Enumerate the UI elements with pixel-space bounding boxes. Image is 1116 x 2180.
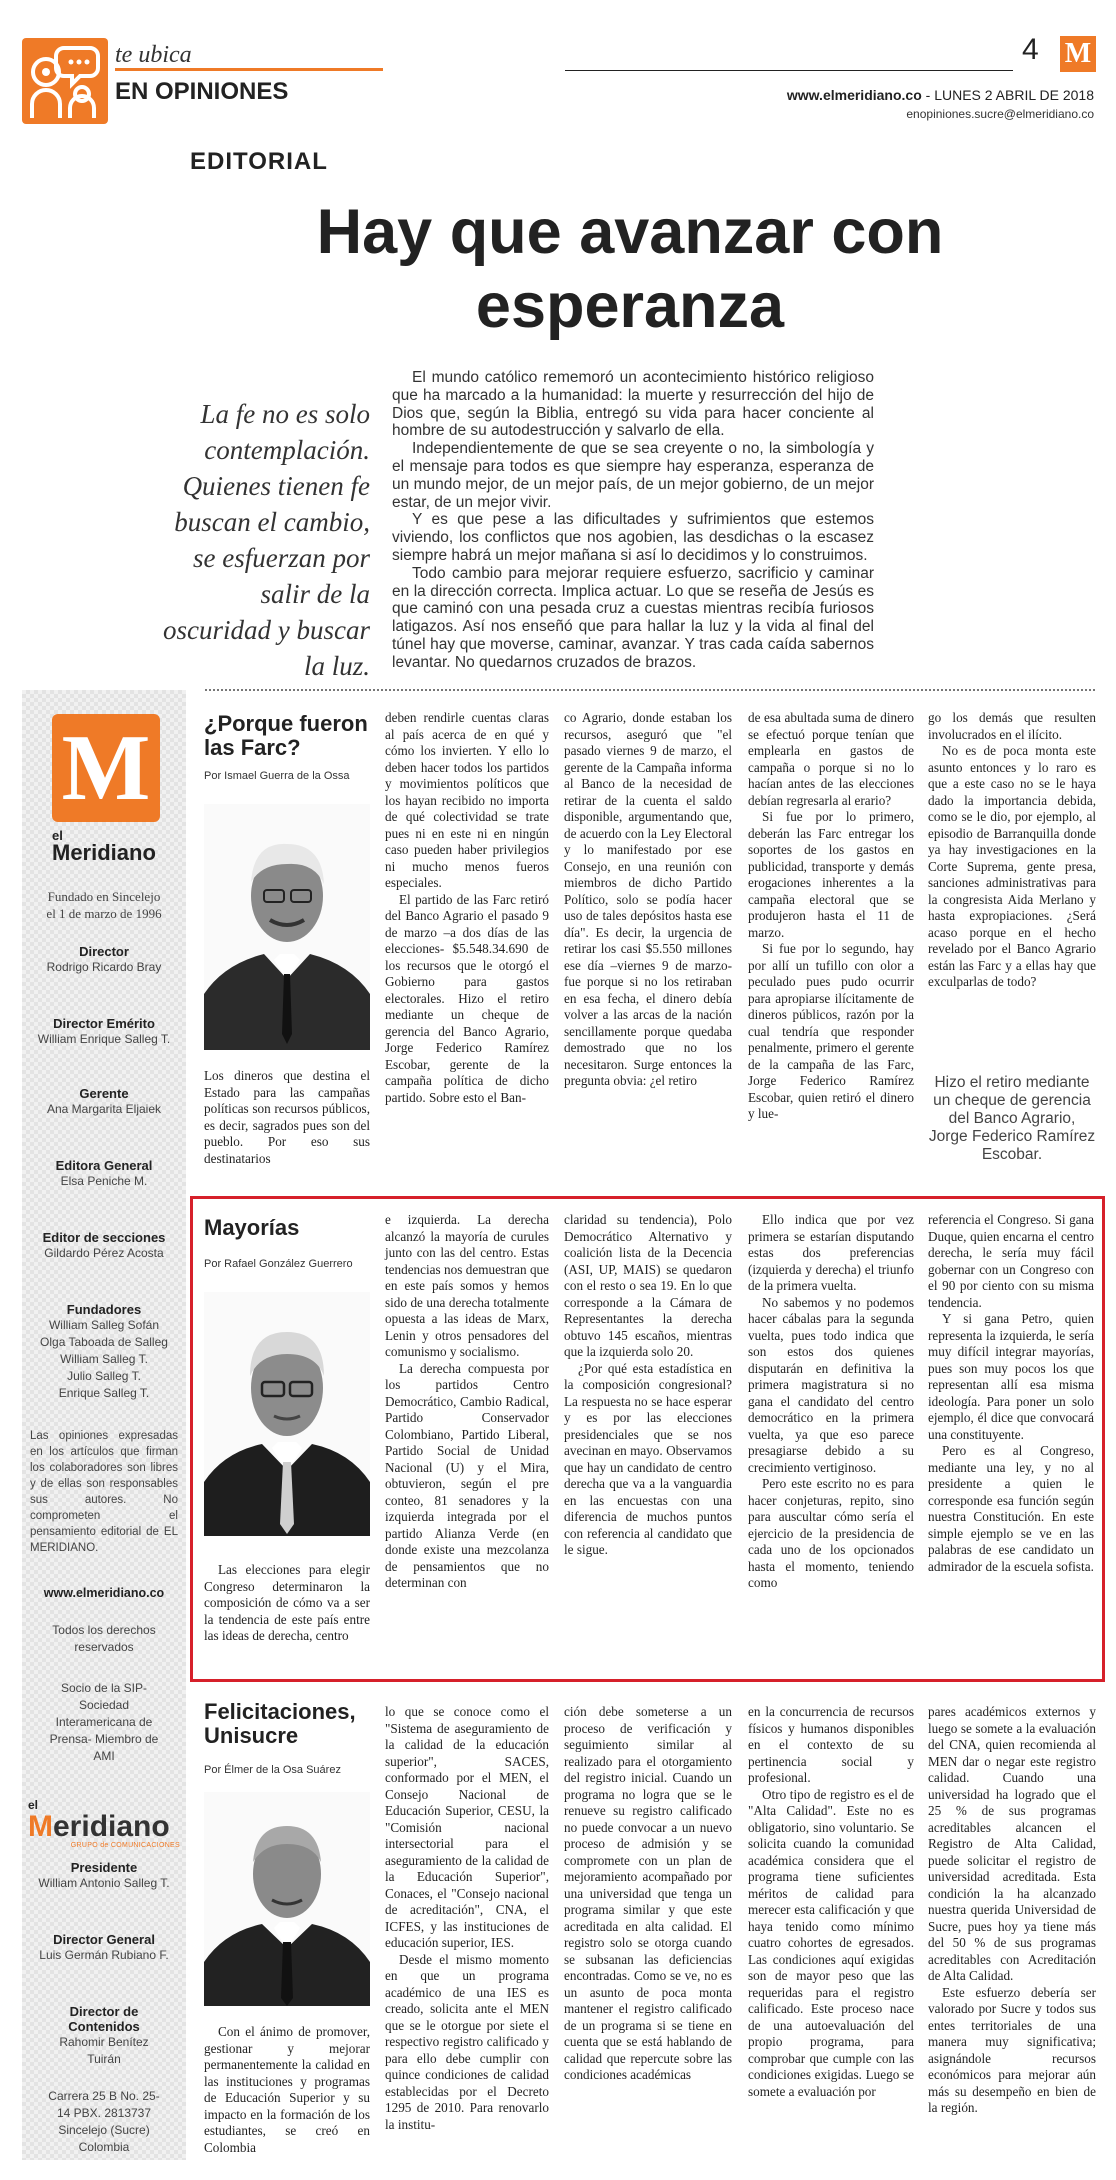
article-paragraph: go los demás que resulten involucrados en el ilícito.	[928, 710, 1096, 742]
article-title: ¿Porque fueron las Farc?	[204, 711, 368, 760]
article-paragraph: Si fue por lo primero, deberán las Farc entregar los soportes de los gastos en publicidad, transporte y demás erogaciones inherentes a la campaña electoral que se produjeron hasta el 11 de marzo.	[748, 809, 914, 940]
orange-divider	[115, 68, 383, 71]
staff-gerente	[22, 1086, 186, 1118]
article-paragraph: referencia el Congreso. Si gana Duque, quien encarna el centro derecha, le sería muy fácil gobernar con un Congreso con el 90 por ciento con su misma tendencia.	[928, 1212, 1094, 1310]
staff-name: Rahomir Benítez Tuirán	[59, 2035, 149, 2066]
group-logo-name: Meridiano	[28, 1810, 170, 1843]
article-paragraph: Y si gana Petro, quien representa la izquierda, le sería muy difícil integrar mayorías, pues son muy pocos los que representan allí esa misma ideología. Para poner un solo ejemplo, él dice que convocará una constituyente.	[928, 1311, 1094, 1442]
staff-presidente	[22, 1860, 186, 1892]
staff-title: Editor de secciones	[42, 1230, 166, 1245]
article-paragraph: La derecha compuesta por los partidos Centro Democrático, Cambio Radical, Partido Conservador Colombiano, Partido Liberal, Partido Social de Unidad Nacional (U) y el Mira, obtuvieron, según el pre conteo, 81 senadores y la izquierda integrada por el partido Alianza Verde (en donde existe una mezcolanza de pensamientos que no determinan con	[385, 1360, 549, 1590]
article-column	[748, 1704, 914, 2100]
article-column	[928, 710, 1096, 991]
article-paragraph: claridad su tendencia), Polo Democrático Alternativo y coalición lista de la Decencia (ASI, UP, MAIS) se quedaron con el resto o sea 19. En lo que corresponde a la Cámara de Representantes la derecha obtuvo 145 escaños, mientras que la izquierda solo 20.	[564, 1212, 732, 1359]
article-paragraph: El partido de las Farc retiró del Banco Agrario el pasado 9 de marzo –a dos días de las elecciones- $5.548.34.690 de los recursos que le otorgó el Gobierno para gastos electorales. Hizo el retiro mediante un cheque de gerencia del Banco Agrario, Jorge Federico Ramírez Escobar, gerente de la campaña política de dicho partido. Sobre esto el Ban-	[385, 891, 549, 1105]
header-email[interactable]: enopiniones.sucre@elmeridiano.co	[906, 107, 1094, 121]
staff-name: Julio Salleg T.	[67, 1369, 141, 1383]
article-paragraph: e izquierda. La derecha alcanzó la mayoría de curules junto con las del centro. Estas tendencias nos demuestran que en este país somos y hemos sido de una derecha totalmente opuesta a las ideas de Marx, Lenin y otros pensadores del comunismo y socialismo.	[385, 1212, 549, 1359]
editorial-paragraph: Y es que pese a las dificultades y sufrimientos que estemos viviendo, los conflictos que nos agobien, las desdichas o la escasez siempre habrá un mejor mañana si así lo decidimos y lo construimos.	[392, 511, 874, 564]
article-paragraph: Otro tipo de registro es el de "Alta Calidad". Este no es obligatorio, sino voluntario. Se solicita cuando la comunidad académica considera que el programa tiene suficientes méritos de calidad para merecer esta calificación y que haya tenido como mínimo cuatro cohortes de egresados. Las condiciones aquí exigidas son de mayor peso que las requeridas para el registro calificado. Este proceso nace de una autoevaluación del propio programa, para comprobar que cumple con las condiciones exigidas. Luego se somete a evaluación por	[748, 1786, 914, 2099]
founded-note: Fundado en Sincelejo el 1 de marzo de 1996	[46, 889, 162, 921]
staff-fundadores	[22, 1302, 186, 1402]
staff-editora	[22, 1158, 186, 1190]
article-paragraph: lo que se conoce como el "Sistema de aseguramiento de la calidad de la educación superior", SACES, conformado por el MEN, el Consejo Nacional de Educación Superior, CESU, la "Comisión nacional intersectorial para el aseguramiento de la calidad de la Educación Superior", Conaces, el "Consejo nacional de acreditación", CNA, el ICFES, y las instituciones de educación superior, IES.	[385, 1704, 549, 1950]
staff-title: Director de Contenidos	[68, 2004, 140, 2034]
staff-name: William Salleg T.	[60, 1352, 148, 1366]
opinion-section-icon	[22, 38, 108, 124]
editorial-paragraph: El mundo católico rememoró un acontecimiento histórico religioso que ha marcado a la humanidad: la muerte y resurrección del hijo de Dios que, según la Biblia, entregó su vida para hacer conciente al hombre de su autodestrucción y salvarlo de ella.	[392, 369, 874, 440]
header-date: - LUNES 2 ABRIL DE 2018	[921, 87, 1094, 103]
article-column	[204, 2024, 370, 2156]
address: Carrera 25 B No. 25-14 PBX. 2813737 Sincelejo (Sucre) Colombia	[48, 2089, 160, 2154]
staff-title: Director General	[53, 1932, 155, 1947]
article-column	[204, 1068, 370, 1167]
article-paragraph: Ello indica que por vez primera se estarían disputando estas dos preferencias (izquierda y derecha) el triunfo de la primera vuelta.	[748, 1212, 914, 1293]
article-paragraph: de esa abultada suma de dinero se efectuó porque tenían que emplearla en gastos de campaña o porque si no lo hacían antes de las elecciones debían regresarla al erario?	[748, 710, 914, 808]
staff-name: Enrique Salleg T.	[58, 1386, 150, 1400]
staff-name: William Antonio Salleg T.	[38, 1876, 170, 1890]
article-column	[928, 1212, 1094, 1575]
article-paragraph: Con el ánimo de promover, gestionar y mejorar permanentemente la calidad en las instituciones y programas de Educación Superior y su impacto en la formación de los estudiantes, se creó en Colombia	[204, 2024, 370, 2155]
article-paragraph: deben rendirle cuentas claras al país acerca de en qué y cómo los invierten. Y ello lo deben hacer todos los partidos y movimientos políticos que los hayan recibido no importa de qué colectividad se trate pues ni en este ni en ningún caso pueden haber privilegios ni mucho menos fueros especiales.	[385, 710, 549, 890]
article-column	[385, 1704, 549, 2133]
article-title: Mayorías	[204, 1215, 300, 1240]
article-paragraph: en la concurrencia de recursos físicos y humanos disponibles en el contexto de su pertinencia social y profesional.	[748, 1704, 914, 1785]
staff-director-contenidos	[22, 2004, 186, 2068]
masthead-sidebar	[22, 690, 186, 2160]
staff-title: Fundadores	[66, 1302, 142, 1317]
article-column	[928, 1704, 1096, 2117]
rights-note: Todos los derechos reservados	[52, 1623, 156, 1654]
staff-name: Luis Germán Rubiano F.	[39, 1948, 169, 1962]
section-title: EN OPINIONES	[115, 78, 289, 105]
brand-badge-icon: M	[1060, 36, 1096, 72]
article-paragraph: Desde el mismo momento en que un programa académico de una IES es creado, solicita ante el MEN que se le otorgue por siete el respectivo registro calificado y para ello debe cumplir con quince condiciones de calidad establecidas por el Decreto 1295 de 2010. Para renovarlo la institu-	[385, 1951, 549, 2132]
dotted-divider	[205, 689, 1095, 691]
staff-editor-secciones	[22, 1230, 186, 1262]
group-logo	[28, 1798, 180, 1849]
article-paragraph: ción debe someterse a un proceso de verificación y seguimiento similar al realizado para el otorgamiento del registro inicial. Cuando un programa no logra que se le renueve su registro calificado no puede convocar a un nuevo proceso de admisión y se compromete con un plan de mejoramiento acompañado por una universidad que tenga un programa similar y que este acreditada en alta calidad. El registro solo se otorga cuando se subsanan las deficiencias encontradas. Como se ve, no es un asunto de poca monta mantener el registro calificado de un programa si se tiene en cuenta que se está hablando de calidad que repercute sobre las condiciones académicas	[564, 1704, 732, 2082]
editorial-headline: Hay que avanzar con esperanza	[316, 197, 944, 341]
article-column	[748, 1212, 914, 1592]
staff-director-general	[22, 1932, 186, 1964]
page-number: 4	[1022, 33, 1039, 66]
staff-name: Olga Taboada de Salleg	[40, 1335, 168, 1349]
article-paragraph: Si fue por lo segundo, hay por allí un tufillo con olor a peculado pues pudo ocurrir para apropiarse ilícitamente de dineros públicos, razón por la cual tendría que responder penalmente, primero el gerente de la campaña de las Farc, Jorge Federico Ramírez Escobar, quien retiró el dinero y lue-	[748, 941, 914, 1121]
disclaimer: Las opiniones expresadas en los artículos que firman los colaboradores son libres y de ellas son responsables sus autores. No comprometen el pensamiento editorial de EL MERIDIANO.	[30, 1430, 178, 1554]
article-pullquote: Hizo el retiro mediante un cheque de gerencia del Banco Agrario, Jorge Federico Ramírez Escobar.	[928, 1074, 1096, 1163]
article-paragraph: No sabemos y no podemos hacer cábalas para la segunda vuelta, pues todo indica que son estos dos quienes disputarán en definitiva la primera magistratura si no gana el candidato del centro democrático en la primera vuelta, ya que eso parece presagiarse debido a su crecimiento vertiginoso.	[748, 1294, 914, 1475]
article-paragraph: Las elecciones para elegir Congreso determinaron la composición de cómo va a ser la tendencia de este país entre las ideas de derecha, centro	[204, 1562, 370, 1643]
group-logo-el: el	[28, 1798, 39, 1812]
staff-name: Elsa Peniche M.	[60, 1174, 148, 1188]
staff-name: William Salleg Sofán	[48, 1318, 160, 1332]
staff-name: Ana Margarita Eljaiek	[46, 1102, 162, 1116]
article-paragraph: Este esfuerzo debería ser valorado por Sucre y todos sus entes territoriales de una manera muy significativa; asignándole recursos económicos para mejorar aún más su desempeño en bien de la región.	[928, 1984, 1096, 2115]
staff-title: Presidente	[70, 1860, 138, 1875]
article-byline: Por Rafael González Guerrero	[204, 1258, 353, 1270]
article-column	[564, 1212, 732, 1559]
staff-name: Gildardo Pérez Acosta	[44, 1246, 164, 1260]
header-rule	[565, 70, 1013, 71]
author-photo	[204, 1792, 370, 2006]
meridiano-logo-icon: M	[52, 714, 160, 822]
sidebar-website[interactable]: www.elmeridiano.co	[43, 1586, 165, 1600]
article-paragraph: No es de poca monta este asunto entonces y lo raro es que a este caso no se le haya dado la importancia debida, como se le dio, por ejemplo, al episodio de Barranquilla donde ya hay investigaciones en la Corte Suprema, gente presa, sanciones administrativas para la congresista Aida Merlano y hasta expropiaciones. ¿Será acaso porque en el hecho revelado por el Banco Agrario están las Farc y a ellas hay que exculparlas de todo?	[928, 743, 1096, 989]
article-paragraph: pares académicos externos y luego se somete a la evaluación del CNA, quien recomienda al MEN dar o negar este registro calidad. Cuando una universidad ha logrado que el 25 % de sus programas acreditables alcancen el Registro de Alta Calidad, puede solicitar el registro de universidad acreditada. Esta condición la ha alcanzado nuestra querida Universidad de Sucre, pues hoy ya tiene más del 50 % de sus programas acreditables con Acreditación de Alta Calidad.	[928, 1704, 1096, 1983]
staff-title: Director Emérito	[53, 1016, 155, 1031]
editorial-quote: La fe no es solo contemplación. Quienes tienen fe buscan el cambio, se esfuerzan por salir de la oscuridad y buscar la luz.	[163, 399, 370, 681]
article-byline: Por Ismael Guerra de la Ossa	[204, 770, 350, 782]
article-paragraph: Pero este escrito no es para hacer conjeturas, repito, sino para auscultar cómo sería el ejercicio de la presidencia de cada uno de los opcionados hasta el momento, teniendo como	[748, 1476, 914, 1590]
logo-name: Meridiano	[52, 840, 156, 865]
article-column	[748, 710, 914, 1123]
editorial-label: EDITORIAL	[190, 148, 328, 175]
logo-el: el	[52, 828, 63, 843]
author-photo	[204, 804, 370, 1050]
staff-title: Editora General	[55, 1158, 153, 1173]
staff-title: Gerente	[79, 1086, 129, 1101]
article-paragraph: co Agrario, donde estaban los recursos, aseguró que "el pasado viernes 9 de marzo, el gerente de la Campaña informa al Banco de la necesidad de retirar de la cuenta el saldo disponible, argumentando que, de acuerdo con la Ley Electoral y lo manifestado por ese Consejo, en una reunión con miembros de dicho Partido Político, solo se podía hacer uso de tales depósitos hasta ese día". Es decir, la urgencia de retirar los casi $5.550 millones ese día –viernes 9 de marzo- fue porque si no los retiraban en esa fecha, el dinero debía volver a las arcas de la nación sencillamente porque quedaba demostrado que no los necesitaron. Surge entonces la pregunta obvia: ¿el retiro	[564, 710, 732, 1088]
author-photo	[204, 1292, 370, 1536]
group-logo-sub: GRUPO de COMUNICACIONES	[70, 1842, 180, 1849]
sip-note: Socio de la SIP- Sociedad Interamericana de Prensa- Miembro de AMI	[49, 1681, 159, 1763]
staff-title: Director	[79, 944, 129, 959]
header-website[interactable]: www.elmeridiano.co	[786, 87, 922, 103]
article-paragraph: Los dineros que destina el Estado para las campañas políticas son recursos públicos, es decir, sagrados pues son del pueblo. Por eso sus destinatarios	[204, 1068, 370, 1166]
section-kicker: te ubica	[115, 42, 192, 68]
staff-director-emerito	[22, 1016, 186, 1048]
article-paragraph: Pero es al Congreso, mediante una ley, y no al presidente a quien le corresponde esa función según nuestra Constitución. En este simple ejemplo se ve en las palabras de ese candidato un admirador de la escuela sofista.	[928, 1443, 1094, 1574]
article-byline: Por Élmer de la Osa Suárez	[204, 1764, 341, 1776]
staff-director	[22, 944, 186, 976]
masthead-line	[787, 87, 1094, 103]
editorial-paragraph: Todo cambio para mejorar requiere esfuerzo, sacrificio y caminar en la dirección correcta. Implica actuar. Lo que se reseña de Jesús es que caminó con una pesada cruz a cuestas mientras recibía furiosos latigazos. Así nos enseñó que para hallar la luz y la vida al final del túnel hay que moverse, caminar, avanzar. Y tras cada caída sabernos levantar. No quedarnos cruzados de brazos.	[392, 564, 874, 671]
staff-name: William Enrique Salleg T.	[37, 1032, 171, 1046]
editorial-body	[392, 369, 874, 672]
staff-name: Rodrigo Ricardo Bray	[46, 960, 162, 974]
article-title: Felicitaciones, Unisucre	[204, 1699, 356, 1748]
article-column	[385, 1212, 549, 1592]
article-paragraph: ¿Por qué esta estadística en la composición congresional? La respuesta no se hace esperar y es por las elecciones presidenciales que se nos avecinan en mayo. Observamos que hay un candidato de centro derecha que va a la vanguardia en las encuestas con una diferencia de muchos puntos con referencia al candidato que le sigue.	[564, 1360, 732, 1557]
editorial-paragraph: Independientemente de que se sea creyente o no, la simbología y el mensaje para todos es que siempre hay esperanza, esperanza de un mundo mejor, de un mejor país, de un mejor gobierno, de un mejor estar, de un mejor vivir.	[392, 440, 874, 511]
article-column	[564, 1704, 732, 2084]
article-column	[204, 1562, 370, 1645]
article-column	[564, 710, 732, 1090]
article-column	[385, 710, 549, 1106]
